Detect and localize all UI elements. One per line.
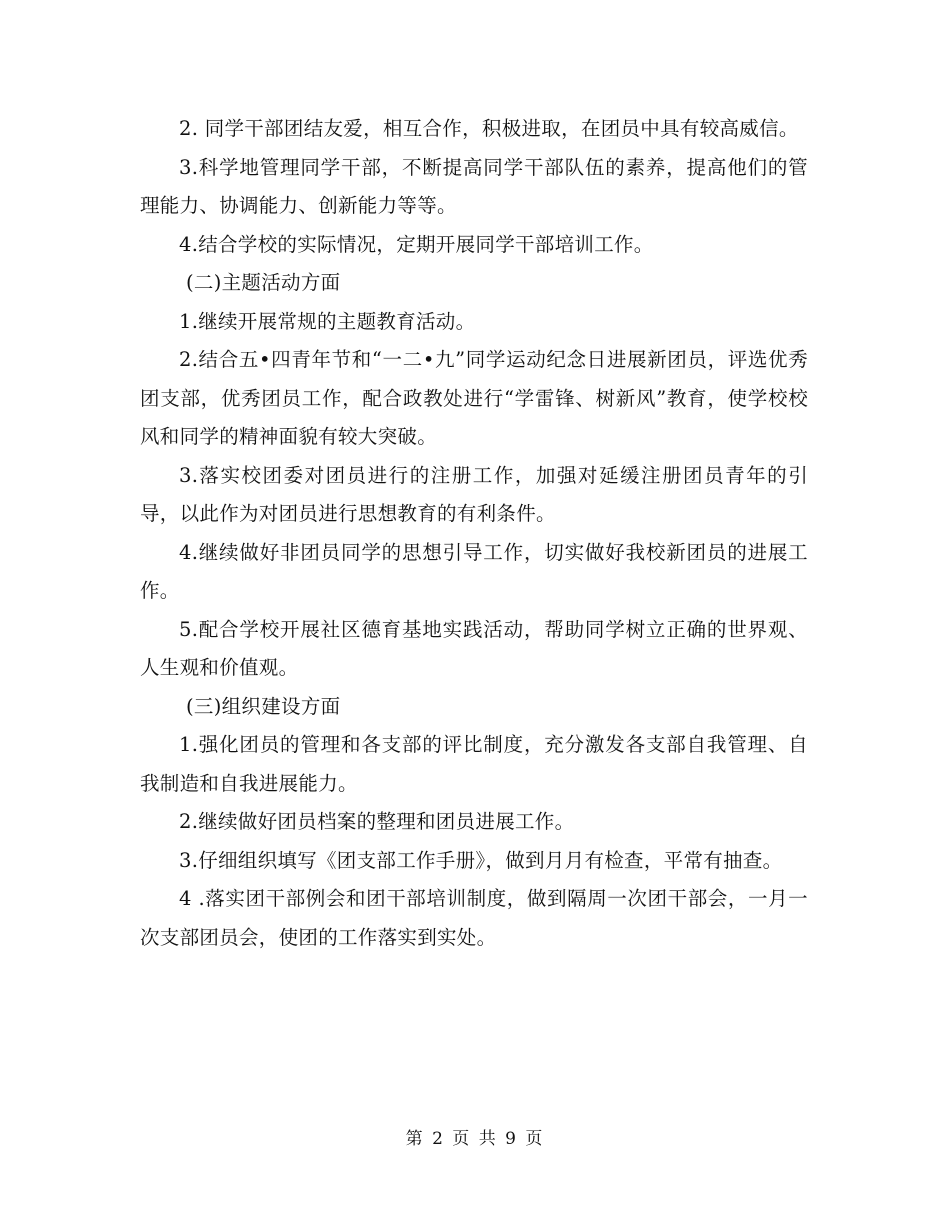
paragraph-non-member-guidance: 4.继续做好非团员同学的思想引导工作，切实做好我校新团员的进展工作。 (140, 540, 808, 602)
paragraph-community-practice: 5.配合学校开展社区德育基地实践活动，帮助同学树立正确的世界观、人生观和价值观。 (140, 617, 808, 679)
document-body (140, 110, 808, 957)
paragraph-youth-day: 2.结合五•四青年节和“一二•九”同学运动纪念日进展新团员，评选优秀团支部，优秀团员工作，配合政教处进行“学雷锋、树新风”教育，使学校校风和同学的精神面貌有较大突破。 (140, 348, 808, 448)
paragraph-regular-meetings: 4 .落实团干部例会和团干部培训制度，做到隔周一次团干部会，一月一次支部团员会，使团的工作落实到实处。 (140, 887, 808, 949)
paragraph-evaluation-system: 1.强化团员的管理和各支部的评比制度，充分激发各支部自我管理、自我制造和自我进展能力。 (140, 733, 808, 795)
section-heading-organization: (三)组织建设方面 (186, 694, 341, 718)
paragraph-theme-education: 1.继续开展常规的主题教育活动。 (179, 309, 476, 333)
section-heading-theme-activities: (二)主题活动方面 (186, 271, 341, 294)
paragraph-cadre-unity: 2. 同学干部团结友爱，相互合作，积极进取，在团员中具有较高威信。 (179, 117, 799, 140)
paragraph-cadre-training: 4.结合学校的实际情况，定期开展同学干部培训工作。 (179, 232, 654, 256)
page-number-footer: 第 2 页 共 9 页 (405, 1129, 545, 1149)
paragraph-registration: 3.落实校团委对团员进行的注册工作，加强对延缓注册团员青年的引导，以此作为对团员进行思想教育的有利条件。 (140, 463, 808, 525)
paragraph-cadre-management: 3.科学地管理同学干部，不断提高同学干部队伍的素养，提高他们的管理能力、协调能力、创新能力等等。 (140, 155, 808, 217)
paragraph-branch-handbook: 3.仔细组织填写《团支部工作手册》，做到月月有检查，平常有抽查。 (179, 848, 783, 872)
paragraph-member-archives: 2.继续做好团员档案的整理和团员进展工作。 (179, 810, 575, 833)
